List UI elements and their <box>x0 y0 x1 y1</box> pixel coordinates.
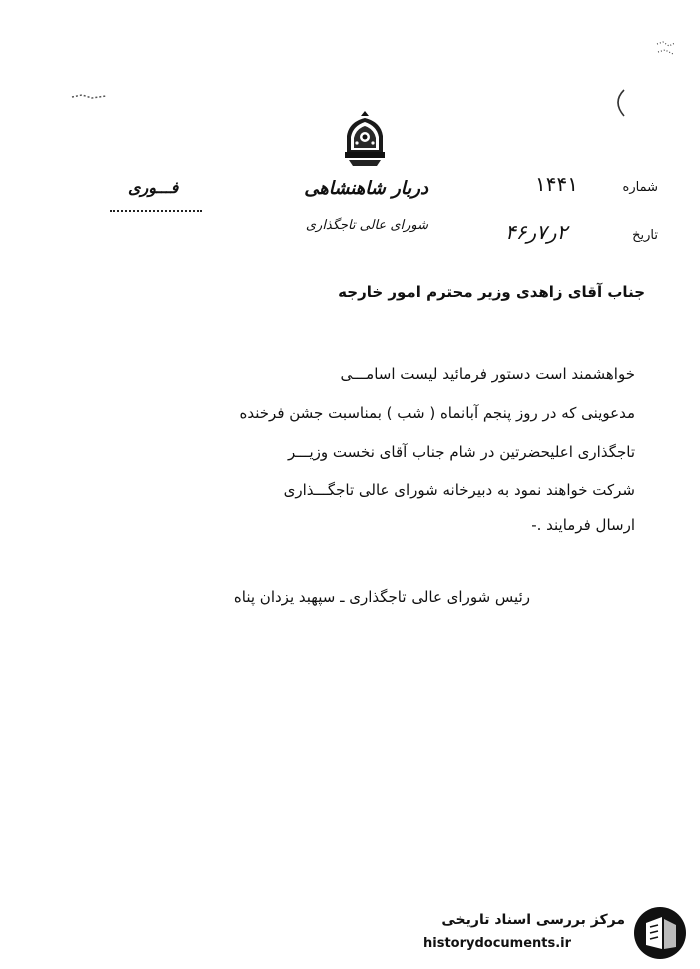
urgent-stamp: فـــوری <box>128 178 179 197</box>
council-name: شورای عالی تاجگذاری <box>305 218 428 233</box>
body-line: خواهشمند است دستور فرمائید لیست اسامـــی <box>340 365 635 383</box>
watermark-url: historydocuments.ir <box>423 936 572 951</box>
date-value: ۲ر۷ر۴۶ <box>505 220 568 244</box>
archive-logo-icon <box>632 905 688 961</box>
body-line: مدعوینی که در روز پنجم آبانماه ( شب ) بمناسبت جشن فرخنده <box>239 404 635 422</box>
scan-speck <box>610 88 630 118</box>
number-value: ۱۴۴۱ <box>535 172 578 196</box>
body-line: تاجگذاری اعلیحضرتین در شام جناب آقای نخست وزیـــر <box>288 443 635 461</box>
addressee: جناب آقای زاهدی وزیر محترم امور خارجه <box>338 283 645 301</box>
watermark-text: مرکز بررسی اسناد تاریخی <box>441 912 625 928</box>
signature-line: رئیس شورای عالی تاجگذاری ـ سپهبد یزدان پناه <box>233 588 530 606</box>
court-title: دربار شاهنشاهی <box>304 178 428 199</box>
imperial-crown-emblem-icon <box>335 110 395 170</box>
scan-speck <box>70 92 110 102</box>
scan-speck <box>655 40 677 60</box>
body-line: ارسال فرمایند .- <box>531 516 635 534</box>
urgent-underline <box>110 210 202 212</box>
number-label: شماره <box>622 180 658 195</box>
body-line: شرکت خواهند نمود به دبیرخانه شورای عالی تاجگـــذاری <box>283 481 635 499</box>
date-label: تاریخ <box>632 228 658 243</box>
